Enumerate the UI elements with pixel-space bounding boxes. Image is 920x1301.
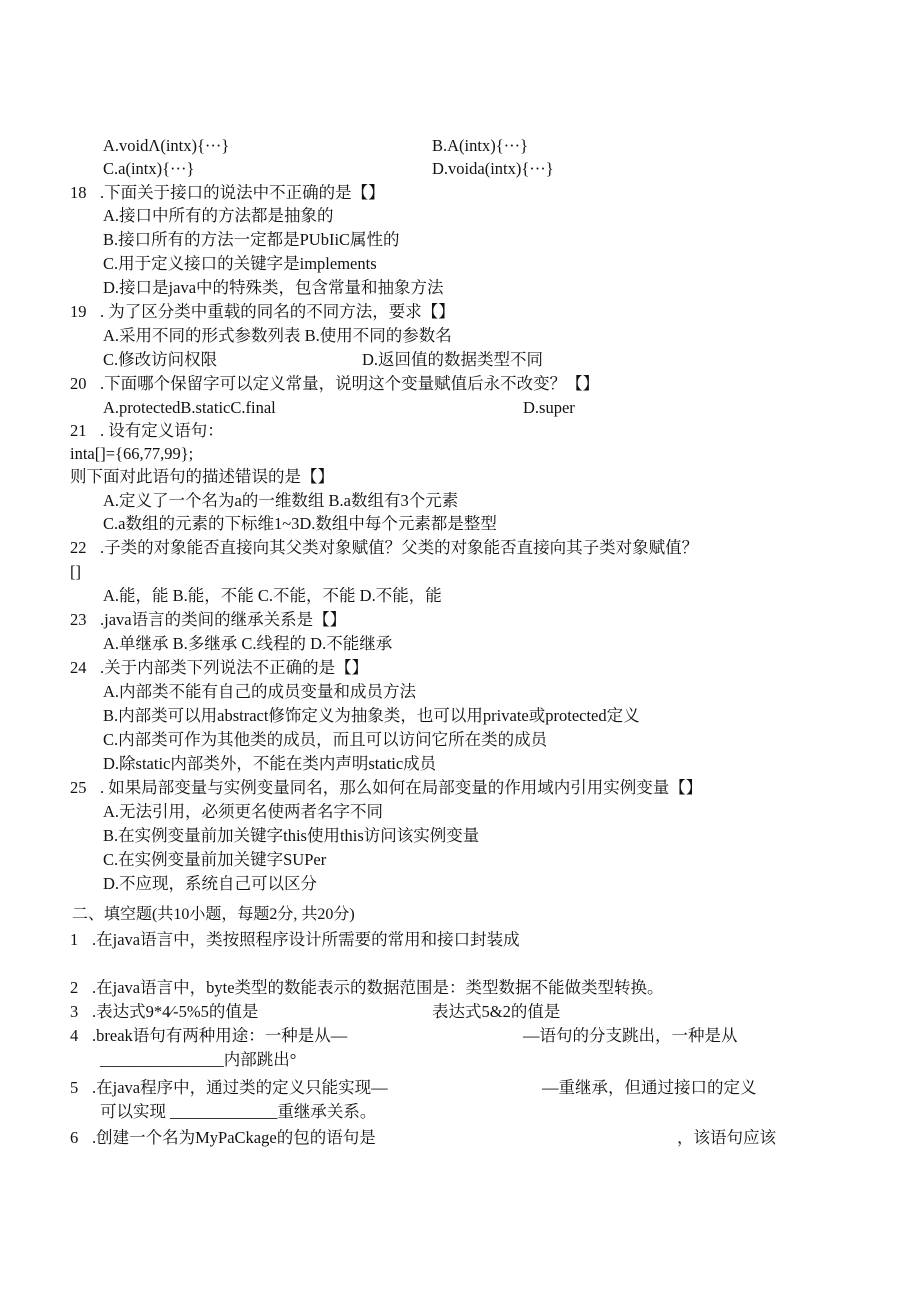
q25-number: 25 (70, 778, 87, 797)
q22-number: 22 (70, 538, 87, 557)
q20-option-d: D.super (523, 398, 575, 417)
q20-options-abc: A.protectedB.staticC.final (103, 398, 276, 417)
f1-text: .在java语言中，类按照程序设计所需要的常用和接口封装成 (92, 930, 520, 949)
f4-right: —语句的分支跳出，一种是从 (523, 1026, 738, 1045)
q19-option-d: D.返回值的数据类型不同 (362, 350, 544, 369)
f5-right: —重继承，但通过接口的定义 (542, 1078, 757, 1097)
f4-line2: _______________内部跳出° (100, 1050, 297, 1069)
q21-code: inta[]={66,77,99}; (70, 444, 194, 463)
q19-option-c: C.修改访问权限 (103, 350, 218, 369)
q23-number: 23 (70, 610, 87, 629)
q24-option-a: A.内部类不能有自己的成员变量和成员方法 (103, 682, 417, 701)
f6-right: ，该语句应该 (677, 1128, 776, 1147)
q20-number: 20 (70, 374, 87, 393)
f4-left: .break语句有两种用途：一种是从— (92, 1026, 348, 1045)
q24-option-d: D.除static内部类外，不能在类内声明static成员 (103, 754, 437, 773)
q18-number: 18 (70, 183, 87, 202)
q21-number: 21 (70, 421, 87, 440)
q21-options-ab: A.定义了一个名为a的一维数组 B.a数组有3个元素 (103, 491, 459, 510)
q18-option-d: D.接口是java中的特殊类，包含常量和抽象方法 (103, 278, 444, 297)
section-title-fill-in: 二、填空题(共10小题，每题2分, 共20分) (72, 906, 355, 923)
q21-stem: . 设有定义语句： (100, 421, 224, 440)
q20-stem: .下面哪个保留字可以定义常量，说明这个变量赋值后永不改变？【】 (100, 374, 600, 393)
q17-option-c: C.a(intx){···} (103, 159, 195, 178)
q19-stem: . 为了区分类中重载的同名的不同方法，要求【】 (100, 302, 455, 321)
f6-left: .创建一个名为MyPaCkage的包的语句是 (92, 1128, 376, 1147)
f3-number: 3 (70, 1002, 79, 1021)
q24-stem: .关于内部类下列说法不正确的是【】 (100, 658, 369, 677)
q25-option-a: A.无法引用，必须更名使两者名字不同 (103, 802, 384, 821)
q18-option-c: C.用于定义接口的关键字是implements (103, 254, 377, 273)
q17-option-d: D.voida(intx){···} (432, 159, 554, 178)
q25-option-d: D.不应现，系统自己可以区分 (103, 874, 318, 893)
f5-line2: 可以实现 _____________重继承关系。 (100, 1102, 377, 1121)
f2-text: .在java语言中，byte类型的数能表示的数据范围是：类型数据不能做类型转换。 (92, 978, 664, 997)
q25-stem: . 如果局部变量与实例变量同名，那么如何在局部变量的作用域内引用实例变量【】 (100, 778, 703, 797)
q22-bracket: [] (70, 562, 81, 581)
q24-option-c: C.内部类可作为其他类的成员，而且可以访问它所在类的成员 (103, 730, 548, 749)
q23-options: A.单继承 B.多继承 C.线程的 D.不能继承 (103, 634, 393, 653)
q19-options-ab: A.采用不同的形式参数列表 B.使用不同的参数名 (103, 326, 452, 345)
q22-options: A.能，能 B.能，不能 C.不能，不能 D.不能，能 (103, 586, 442, 605)
q24-number: 24 (70, 658, 87, 677)
q21-ask: 则下面对此语句的描述错误的是【】 (70, 467, 334, 486)
q17-option-b: B.A(intx){···} (432, 136, 529, 155)
q22-stem: .子类的对象能否直接向其父类对象赋值？父类的对象能否直接向其子类对象赋值？ (100, 538, 699, 557)
q24-option-b: B.内部类可以用abstract修饰定义为抽象类，也可以用private或protected定义 (103, 706, 640, 725)
q21-options-cd: C.a数组的元素的下标维1~3D.数组中每个元素都是整型 (103, 514, 497, 533)
f1-number: 1 (70, 930, 79, 949)
q25-option-c: C.在实例变量前加关键字SUPer (103, 850, 327, 869)
q19-number: 19 (70, 302, 87, 321)
f4-number: 4 (70, 1026, 79, 1045)
f6-number: 6 (70, 1128, 79, 1147)
f2-number: 2 (70, 978, 79, 997)
q18-option-a: A.接口中所有的方法都是抽象的 (103, 206, 334, 225)
q18-stem: .下面关于接口的说法中不正确的是【】 (100, 183, 385, 202)
f3-right: 表达式5&2的值是 (432, 1002, 561, 1021)
f3-left: .表达式9*4⁄-5%5的值是 (92, 1002, 259, 1021)
f5-number: 5 (70, 1078, 79, 1097)
q17-option-a: A.voidΛ(intx){···} (103, 136, 230, 155)
q25-option-b: B.在实例变量前加关键字this使用this访问该实例变量 (103, 826, 480, 845)
q23-stem: .java语言的类间的继承关系是【】 (100, 610, 347, 629)
q18-option-b: B.接口所有的方法一定都是PUbIiC属性的 (103, 230, 400, 249)
f5-left: .在java程序中，通过类的定义只能实现— (92, 1078, 388, 1097)
